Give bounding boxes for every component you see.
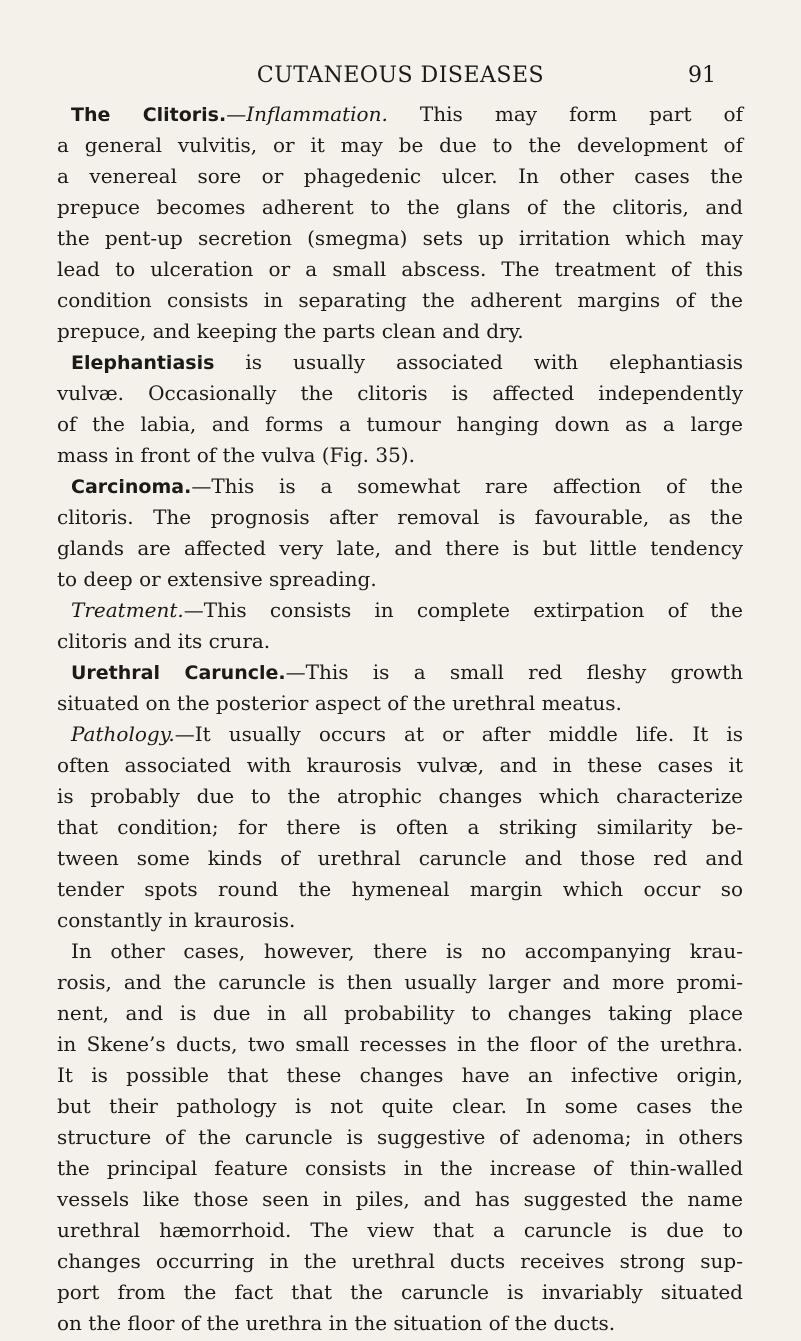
text-line	[57, 471, 743, 502]
line-text: vulvæ. Occasionally the clitoris is affected independently	[57, 381, 743, 405]
text-line	[57, 1215, 743, 1246]
text-line	[57, 192, 743, 223]
text-line	[57, 812, 743, 843]
line-text: is usually associated with elephantiasis	[214, 350, 743, 374]
text-line	[57, 843, 743, 874]
line-text: often associated with kraurosis vulvæ, and in these cases it	[57, 753, 743, 777]
line-text: lead to ulceration or a small abscess. The treatment of this	[57, 257, 743, 281]
line-text: but their pathology is not quite clear. In some cases the	[57, 1094, 743, 1118]
line-text: In other cases, however, there is no accompanying krau-	[71, 939, 743, 963]
text-line	[57, 998, 743, 1029]
line-text: a venereal sore or phagedenic ulcer. In other cases the	[57, 164, 743, 188]
line-text: This may form part of	[387, 102, 743, 126]
text-line	[57, 99, 743, 130]
text-line	[57, 564, 743, 595]
line-text: a general vulvitis, or it may be due to the development of	[57, 133, 743, 157]
text-line	[57, 285, 743, 316]
text-line	[57, 440, 743, 471]
line-text: —It usually occurs at or after middle life. It is	[174, 722, 743, 746]
text-line	[57, 936, 743, 967]
line-text: the principal feature consists in the increase of thin-walled	[57, 1156, 743, 1180]
text-line	[57, 1308, 743, 1339]
text-line	[57, 130, 743, 161]
line-text: port from the fact that the caruncle is invariably situated	[57, 1280, 743, 1304]
line-text: the pent-up secretion (smegma) sets up irritation which may	[57, 226, 743, 250]
italic-subheading: Treatment.	[71, 598, 184, 622]
line-text: prepuce becomes adherent to the glans of the clitoris, and	[57, 195, 743, 219]
line-text: condition consists in separating the adherent margins of the	[57, 288, 743, 312]
text-line	[57, 533, 743, 564]
heading-dash: —	[226, 102, 247, 126]
text-line	[57, 657, 743, 688]
line-text: of the labia, and forms a tumour hanging down as a large	[57, 412, 743, 436]
text-line	[57, 750, 743, 781]
text-line	[57, 1122, 743, 1153]
line-text: It is possible that these changes have an infective origin,	[57, 1063, 743, 1087]
text-line	[57, 254, 743, 285]
line-text: prepuce, and keeping the parts clean and dry.	[57, 319, 524, 343]
line-text: on the floor of the urethra in the situation of the ducts.	[57, 1311, 616, 1335]
line-text: mass in front of the vulva (Fig. 35).	[57, 443, 415, 467]
text-line	[57, 1091, 743, 1122]
line-text: clitoris and its crura.	[57, 629, 271, 653]
text-line	[57, 626, 743, 657]
text-line	[57, 223, 743, 254]
text-line	[57, 161, 743, 192]
text-line	[57, 409, 743, 440]
section-heading: Elephantiasis	[71, 352, 215, 374]
line-text: rosis, and the caruncle is then usually larger and more promi-	[57, 970, 743, 994]
text-line	[57, 967, 743, 998]
page-header	[0, 60, 801, 92]
text-line	[57, 719, 743, 750]
text-line	[57, 378, 743, 409]
text-line	[57, 316, 743, 347]
italic-subheading: Pathology.	[71, 722, 175, 746]
section-heading: The Clitoris.	[71, 104, 227, 126]
text-line	[57, 1246, 743, 1277]
line-text: is probably due to the atrophic changes which characterize	[57, 784, 743, 808]
text-line	[57, 1184, 743, 1215]
text-line	[57, 347, 743, 378]
line-text: that condition; for there is often a striking similarity be-	[57, 815, 743, 839]
line-text: urethral hæmorrhoid. The view that a caruncle is due to	[57, 1218, 743, 1242]
section-heading: Urethral Caruncle.	[71, 662, 286, 684]
line-text: changes occurring in the urethral ducts receives strong sup-	[57, 1249, 743, 1273]
text-line	[57, 1060, 743, 1091]
text-line	[57, 874, 743, 905]
line-text: to deep or extensive spreading.	[57, 567, 377, 591]
text-line	[57, 502, 743, 533]
text-line	[57, 1153, 743, 1184]
line-text: —This is a small red fleshy growth	[285, 660, 743, 684]
running-title: CUTANEOUS DISEASES	[256, 63, 545, 88]
text-line	[57, 1029, 743, 1060]
page-number: 91	[688, 63, 716, 88]
text-line	[57, 1277, 743, 1308]
line-text: clitoris. The prognosis after removal is favourable, as the	[57, 505, 743, 529]
line-text: structure of the caruncle is suggestive of adenoma; in others	[57, 1125, 743, 1149]
line-text: nent, and is due in all probability to changes taking place	[57, 1001, 743, 1025]
line-text: tender spots round the hymeneal margin which occur so	[57, 877, 743, 901]
line-text: tween some kinds of urethral caruncle and those red and	[57, 846, 743, 870]
line-text: in Skene’s ducts, two small recesses in the floor of the urethra.	[57, 1032, 743, 1056]
italic-subheading: Inflammation.	[246, 102, 388, 126]
text-line	[57, 595, 743, 626]
section-heading: Carcinoma.	[71, 476, 192, 498]
line-text: —This consists in complete extirpation of the	[183, 598, 743, 622]
line-text: situated on the posterior aspect of the urethral meatus.	[57, 691, 622, 715]
line-text: —This is a somewhat rare affection of the	[191, 474, 743, 498]
text-line	[57, 688, 743, 719]
text-line	[57, 905, 743, 936]
line-text: constantly in kraurosis.	[57, 908, 296, 932]
body-text	[57, 99, 743, 1339]
line-text: vessels like those seen in piles, and has suggested the name	[57, 1187, 743, 1211]
line-text: glands are affected very late, and there is but little tendency	[57, 536, 743, 560]
text-line	[57, 781, 743, 812]
